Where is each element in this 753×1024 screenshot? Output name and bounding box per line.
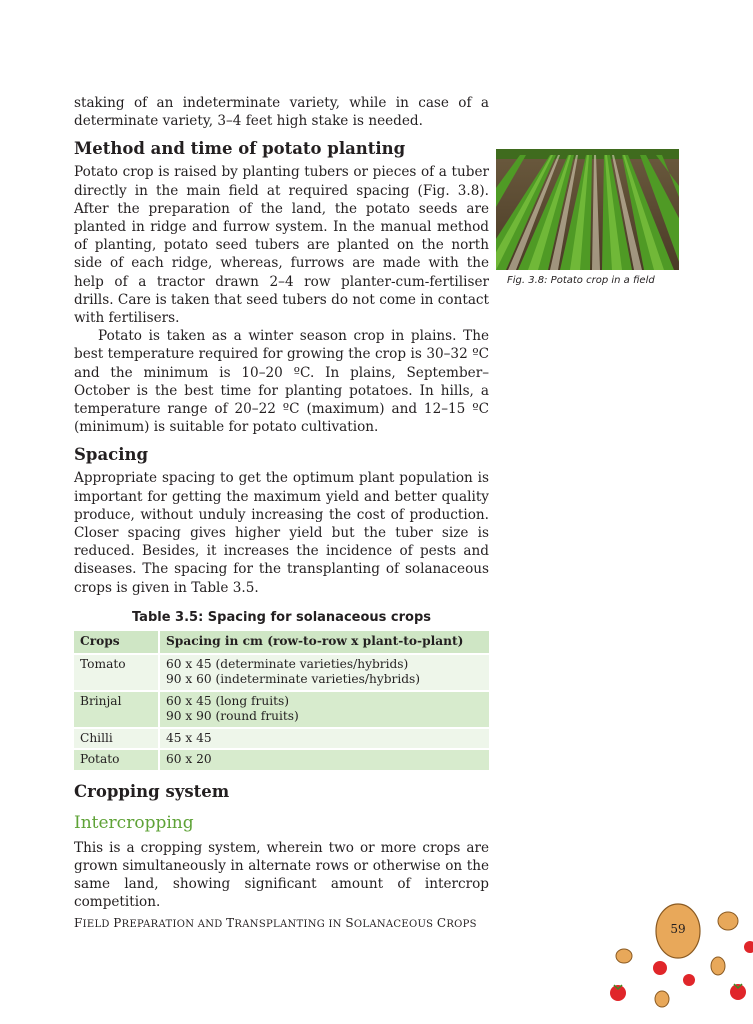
table-cell-crop: Potato <box>74 749 159 770</box>
spacing-paragraph: Appropriate spacing to get the optimum plant population is important for getting the maximum yield and better quality produce, without unduly increasing the cost of production. Closer spacing gives higher yield but the tuber size is reduced. Besides, it increases the incidence of pests and diseases. The spacing for the transplanting of solanaceous crops is given in Table 3.5. <box>74 470 489 596</box>
table-cell-spacing <box>159 654 489 691</box>
subheading-intercropping: Intercropping <box>74 812 194 833</box>
spacing-line: 90 x 90 (round fruits) <box>166 709 299 724</box>
table-cell-spacing <box>159 728 489 750</box>
potato-icon <box>616 949 632 963</box>
spacing-table <box>74 631 489 770</box>
planting-paragraph-2: Potato is taken as a winter season crop in plains. The best temperature required for growing the crop is 30–32 ºC and the minimum is 10–20 ºC. In plains, September–October is the best time for planting potatoes. In hills, a temperature range of 20–22 ºC (maximum) and 12–15 ºC (minimum) is suitable for potato cultivation. <box>74 328 489 436</box>
potato-icon <box>711 957 725 975</box>
main-text-column <box>74 94 489 911</box>
table-cell-crop: Chilli <box>74 728 159 750</box>
running-footer: FIELD PREPARATION AND TRANSPLANTING IN SOLANACEOUS CROPS <box>74 916 477 930</box>
potato-field-photo <box>496 149 679 270</box>
figure-caption: Fig. 3.8: Potato crop in a field <box>507 275 655 286</box>
tomato-icon <box>730 984 746 1000</box>
spacing-line: 60 x 45 (determinate varieties/hybrids) <box>166 656 409 671</box>
section-heading-spacing: Spacing <box>74 445 148 465</box>
section-heading-planting: Method and time of potato planting <box>74 139 406 159</box>
intercropping-paragraph: This is a cropping system, wherein two or more crops are grown simultaneously in alternate rows or otherwise on the same land, showing significant amount of intercrop competition. <box>74 839 489 911</box>
spacing-line: 60 x 45 (long fruits) <box>166 693 290 708</box>
spacing-line: 90 x 60 (indeterminate varieties/hybrids) <box>166 672 421 687</box>
table-cell-crop: Tomato <box>74 654 159 691</box>
table-cell-spacing <box>159 749 489 770</box>
spacing-line: 60 x 20 <box>166 752 212 767</box>
table-cell-spacing <box>159 691 489 728</box>
table-cell-crop: Brinjal <box>74 691 159 728</box>
tomato-icon <box>610 985 626 1001</box>
table-title: Table 3.5: Spacing for solanaceous crops <box>131 609 432 625</box>
potato-icon <box>718 912 738 930</box>
field-illustration <box>496 149 679 270</box>
table-header-spacing: Spacing in cm (row-to-row x plant-to-plant) <box>159 631 489 654</box>
planting-paragraph-1: Potato crop is raised by planting tubers or pieces of a tuber directly in the main field at required spacing (Fig. 3.8). After the preparation of the land, the potato seeds are planted in ridge and furrow system. In the manual method of planting, potato seed tubers are planted on the north side of each ridge, whereas, furrows are made with the help of a tractor drawn 2–4 row planter-cum-fertiliser drills. Care is taken that seed tubers do not come in contact with fertilisers. <box>74 164 489 327</box>
tomato-icon <box>744 941 753 953</box>
tomato-icon <box>653 961 667 975</box>
table-row <box>74 691 489 728</box>
tomato-icon <box>683 974 695 986</box>
section-heading-cropping: Cropping system <box>74 781 230 801</box>
vegetable-decoration <box>600 895 753 1024</box>
spacing-line: 45 x 45 <box>166 730 212 745</box>
table-row <box>74 728 489 750</box>
intro-paragraph: staking of an indeterminate variety, while in case of a determinate variety, 3–4 feet high stake is needed. <box>74 95 489 130</box>
table-row <box>74 749 489 770</box>
page-number: 59 <box>670 922 686 936</box>
table-header-crops: Crops <box>74 631 159 654</box>
table-row <box>74 654 489 691</box>
table-header-row <box>74 631 489 654</box>
potato-icon <box>655 991 669 1007</box>
